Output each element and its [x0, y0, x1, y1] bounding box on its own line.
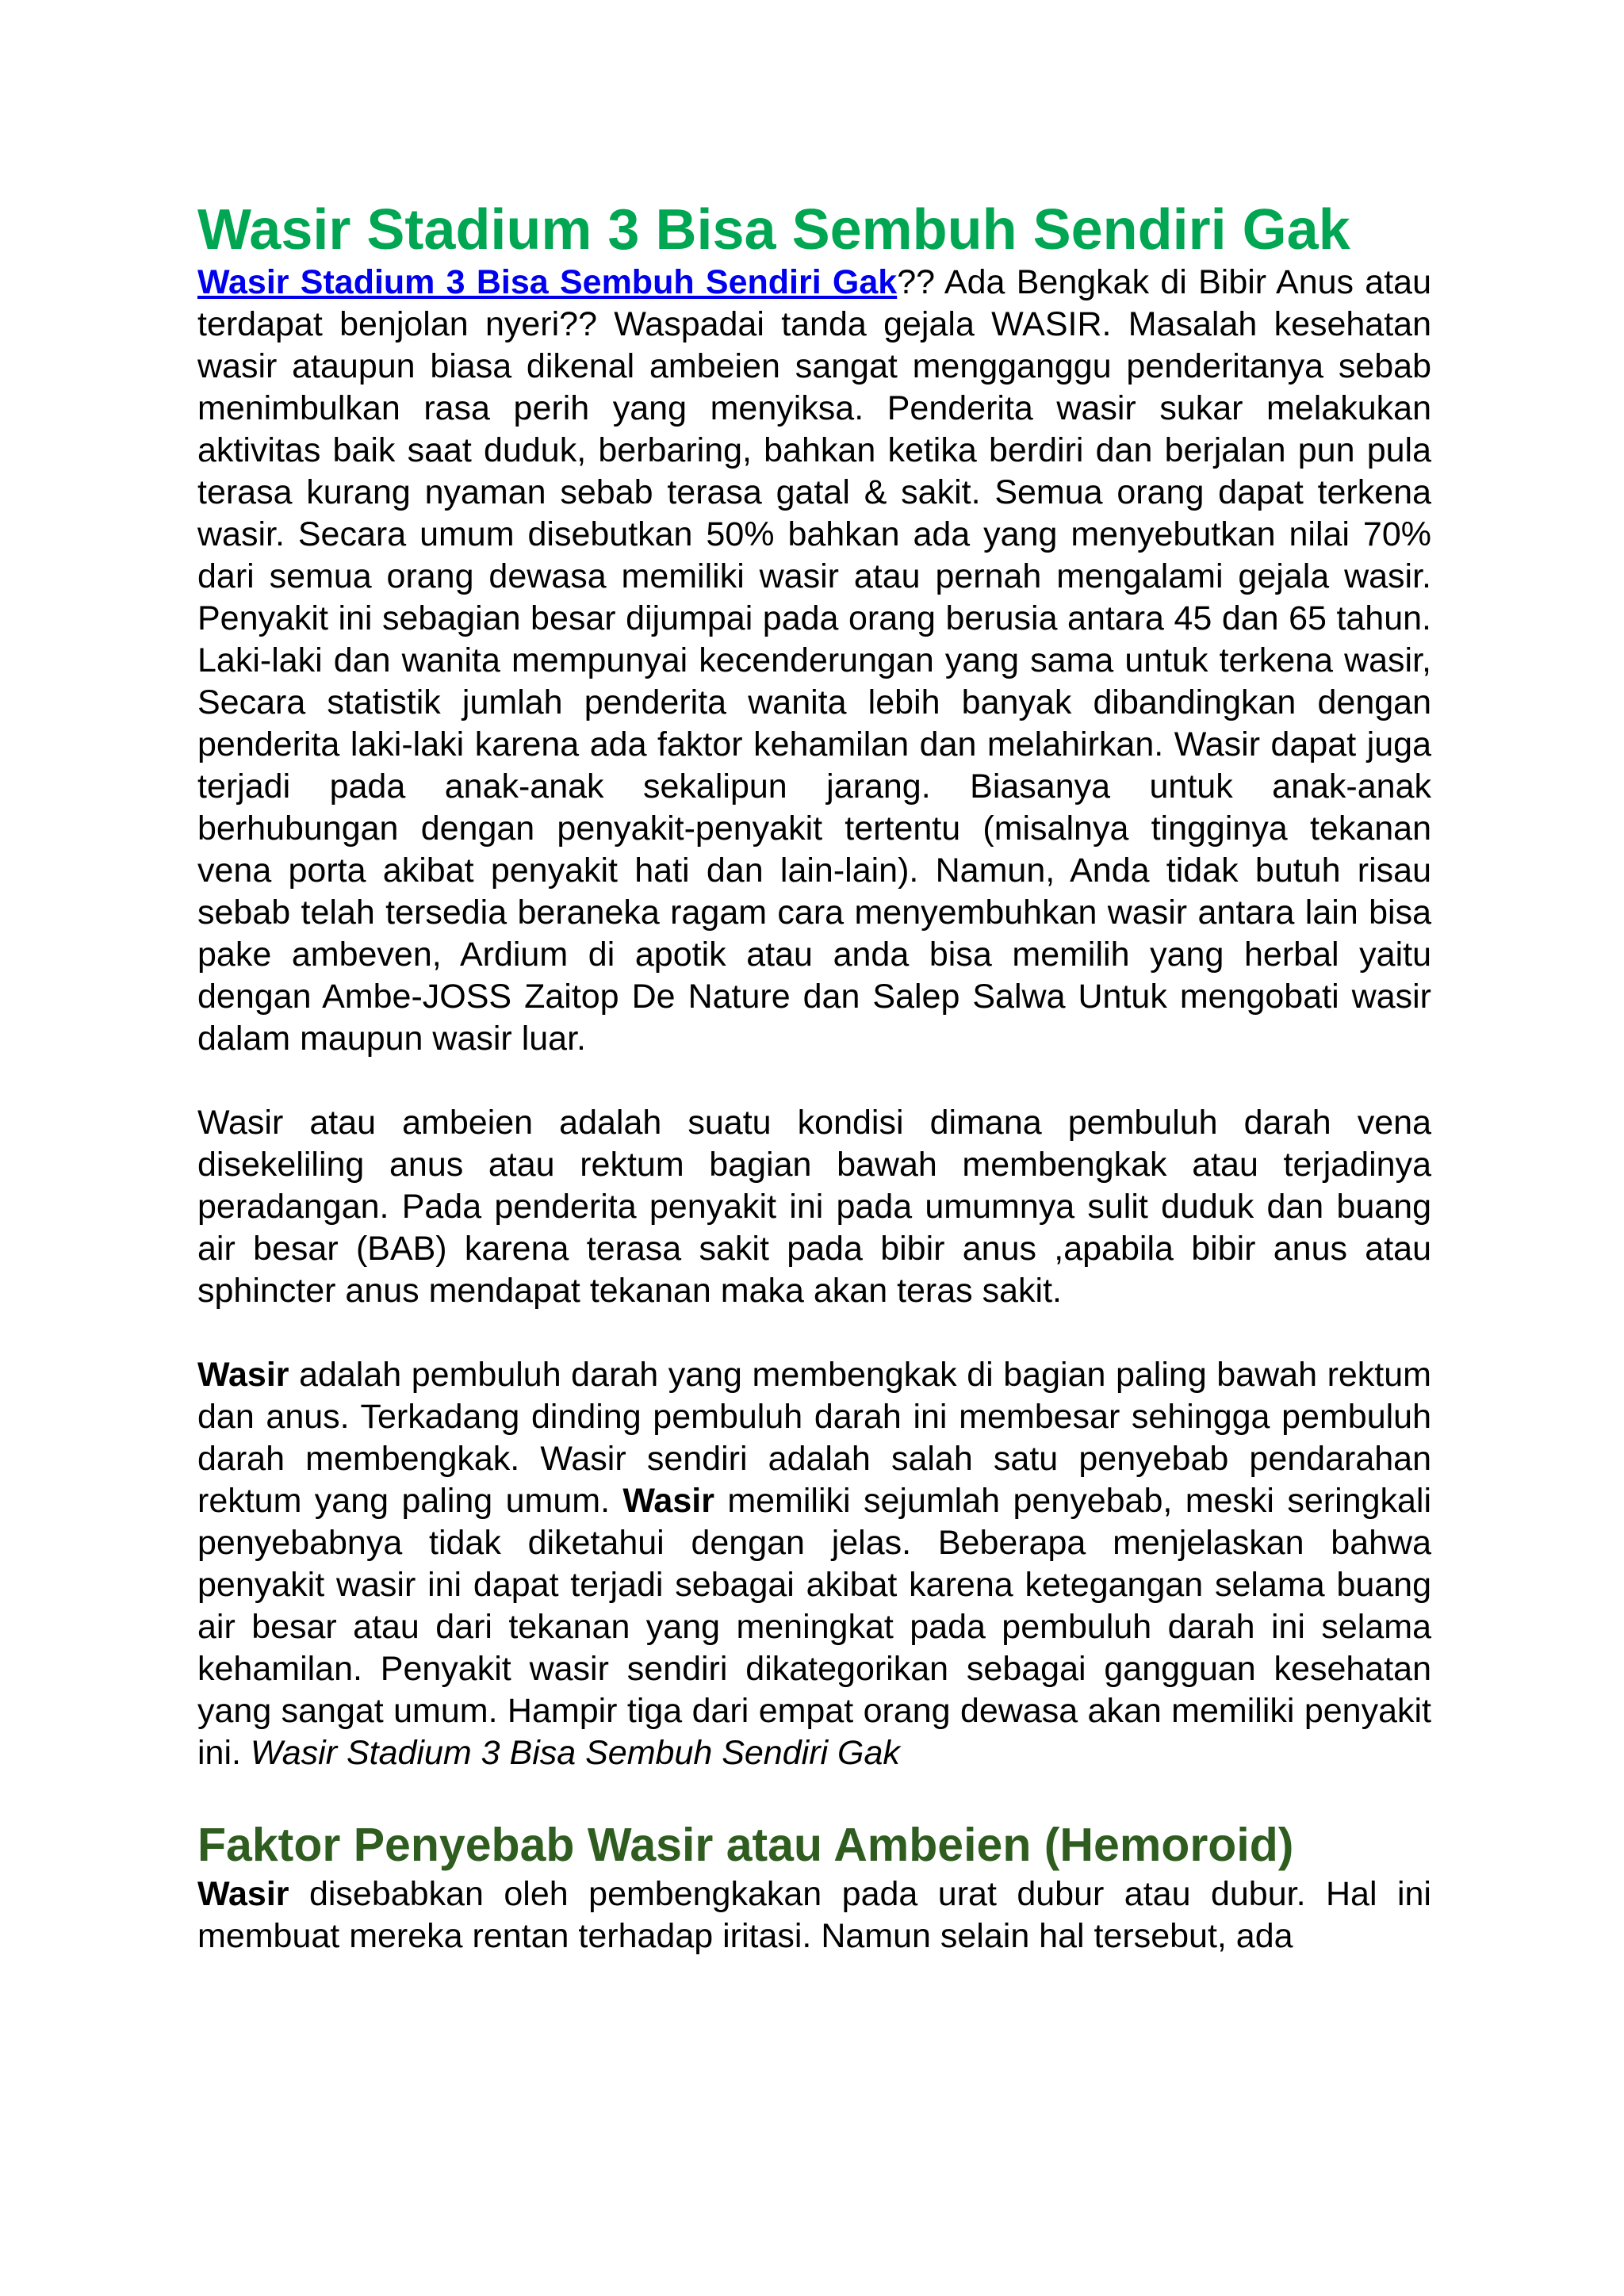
italic-keyword: Wasir Stadium 3 Bisa Sembuh Sendiri Gak — [250, 1734, 900, 1772]
page-title: Wasir Stadium 3 Bisa Sembuh Sendiri Gak — [197, 198, 1350, 262]
definition-paragraph: Wasir atau ambeien adalah suatu kondisi dimana pembuluh darah vena disekeliling anus atau rektum bagian bawah membengkak atau terjadinya peradangan. Pada penderita penyakit ini pada umumnya sulit duduk dan buang air besar (BAB) karena terasa sakit pada bibir anus ,apabila bibir anus atau sphincter anus mendapat tekanan maka akan teras sakit. — [197, 1104, 1431, 1310]
document-page — [197, 198, 1431, 1957]
description-text-2: memiliki sejumlah penyebab, meski seringkali penyebabnya tidak diketahui dengan jelas. Beberapa menjelaskan bahwa penyakit wasir ini dapat terjadi sebagai akibat karena ketegangan selama buang air besar atau dari tekanan yang meningkat pada pembuluh darah ini selama kehamilan. Penyakit wasir sendiri dikategorikan sebagai gangguan kesehatan yang sangat umum. Hampir tiga dari empat orang dewasa akan memiliki penyakit ini. — [197, 1482, 1432, 1772]
title-link[interactable]: Wasir Stadium 3 Bisa Sembuh Sendiri Gak — [197, 263, 898, 301]
causes-text: disebabkan oleh pembengkakan pada urat dubur atau dubur. Hal ini membuat mereka rentan terhadap iritasi. Namun selain hal tersebut, ada — [197, 1875, 1431, 1955]
description-text-1: adalah pembuluh darah yang membengkak di bagian paling bawah rektum dan anus. Terkadang dinding pembuluh darah ini membesar sehingga pembuluh darah membengkak. Wasir sendiri adalah salah satu penyebab pendarahan rektum yang paling umum. — [197, 1356, 1431, 1520]
wasir-bold-term: Wasir — [197, 1356, 289, 1394]
intro-paragraph — [197, 262, 1431, 1060]
wasir-bold-term: Wasir — [622, 1482, 714, 1520]
section-heading: Faktor Penyebab Wasir atau Ambeien (Hemoroid) — [197, 1819, 1294, 1871]
wasir-description-paragraph — [197, 1354, 1431, 1774]
wasir-bold-term: Wasir — [197, 1875, 289, 1913]
intro-text: ?? Ada Bengkak di Bibir Anus atau terdapat benjolan nyeri?? Waspadai tanda gejala WASIR. Masalah kesehatan wasir ataupun biasa dikenal ambeien sangat mengganggu penderitanya sebab menimbulkan rasa perih yang menyiksa. Penderita wasir sukar melakukan aktivitas baik saat duduk, berbaring, bahkan ketika berdiri dan berjalan pun pula terasa kurang nyaman sebab terasa gatal & sakit. Semua orang dapat terkena wasir. Secara umum disebutkan 50% bahkan ada yang menyebutkan nilai 70% dari semua orang dewasa memiliki wasir atau pernah mengalami gejala wasir. Penyakit ini sebagian besar dijumpai pada orang berusia antara 45 dan 65 tahun. Laki-laki dan wanita mempunyai kecenderungan yang sama untuk terkena wasir, Secara statistik jumlah penderita wanita lebih banyak dibandingkan dengan penderita laki-laki karena ada faktor kehamilan dan melahirkan. Wasir dapat juga terjadi pada anak-anak sekalipun jarang. Biasanya untuk anak-anak berhubungan dengan penyakit-penyakit tertentu (misalnya tingginya tekanan vena porta akibat penyakit hati dan lain-lain). Namun, Anda tidak butuh risau sebab telah tersedia beraneka ragam cara menyembuhkan wasir antara lain bisa pake ambeven, Ardium di apotik atau anda bisa memilih yang herbal yaitu dengan Ambe-JOSS Zaitop De Nature dan Salep Salwa Untuk mengobati wasir dalam maupun wasir luar. — [197, 263, 1431, 1058]
causes-paragraph — [197, 1873, 1431, 1957]
